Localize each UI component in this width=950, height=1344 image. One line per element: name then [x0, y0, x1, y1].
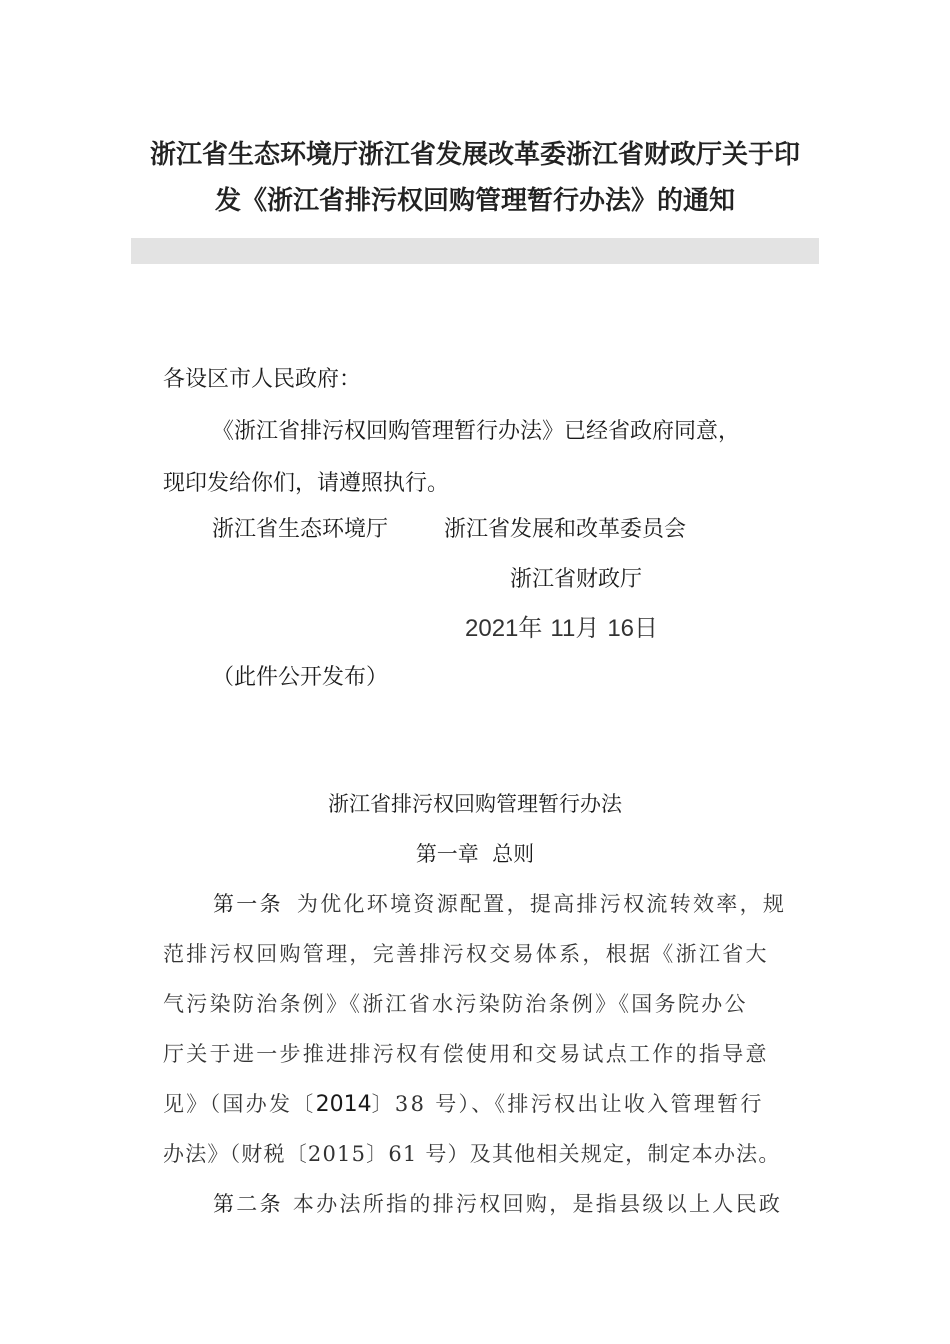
article-1-line-5: [163, 1088, 764, 1118]
issue-date-day-unit: 日: [634, 614, 659, 642]
notice-title: [0, 132, 950, 224]
salutation: 各设区市人民政府：: [163, 367, 362, 392]
issuer-development-commission: 浙江省发展和改革委员会: [444, 517, 687, 542]
article-1-label: 第一条: [213, 892, 283, 916]
issue-date-day: 16: [607, 615, 635, 642]
notice-title-line-1: 浙江省生态环境厅浙江省发展改革委浙江省财政厅关于印: [149, 140, 800, 170]
issue-date: [465, 608, 658, 643]
publicity-note: （此件公开发布）: [212, 665, 389, 690]
article-2-line-1: [213, 1188, 782, 1218]
article-1-line-2: 范排污权回购管理，完善排污权交易体系，根据《浙江省大: [163, 942, 769, 966]
title-divider-bar: [131, 238, 819, 264]
notice-body-line-2: 现印发给你们，请遵照执行。: [163, 471, 450, 496]
article-1-line-5-a: 见》（国办发〔: [163, 1092, 316, 1116]
chapter-1-heading: 第一章 总则: [415, 842, 535, 866]
article-1-line-5-b: 〕38 号）、《排污权出让收入管理暂行: [371, 1092, 764, 1116]
measures-title: 浙江省排污权回购管理暂行办法: [328, 792, 622, 816]
notice-title-line-2: 发《浙江省排污权回购管理暂行办法》的通知: [214, 186, 735, 216]
issuer-finance-dept: 浙江省财政厅: [510, 567, 643, 592]
article-1-text-1: 为优化环境资源配置，提高排污权流转效率，规: [296, 892, 787, 916]
issue-date-year-unit: 年: [518, 614, 543, 642]
issue-date-month: 11: [550, 615, 576, 642]
article-1-line-1: [213, 888, 786, 918]
article-1-line-3: 气污染防治条例》《浙江省水污染防治条例》《国务院办公: [163, 992, 748, 1016]
article-1-line-6: 办法》（财税〔2015〕61 号）及其他相关规定，制定本办法。: [163, 1142, 781, 1166]
article-1-line-5-year: 2014: [315, 1092, 372, 1117]
issue-date-month-unit: 月: [575, 614, 600, 642]
issue-date-year: 2021: [465, 615, 519, 642]
article-1-line-4: 厅关于进一步推进排污权有偿使用和交易试点工作的指导意: [163, 1042, 769, 1066]
notice-body-line-1: 《浙江省排污权回购管理暂行办法》已经省政府同意，: [212, 419, 741, 444]
article-2-label: 第二条: [213, 1192, 283, 1216]
article-2-text-1: 本办法所指的排污权回购，是指县级以上人民政: [292, 1192, 783, 1216]
issuer-environment-dept: 浙江省生态环境厅: [212, 517, 389, 542]
